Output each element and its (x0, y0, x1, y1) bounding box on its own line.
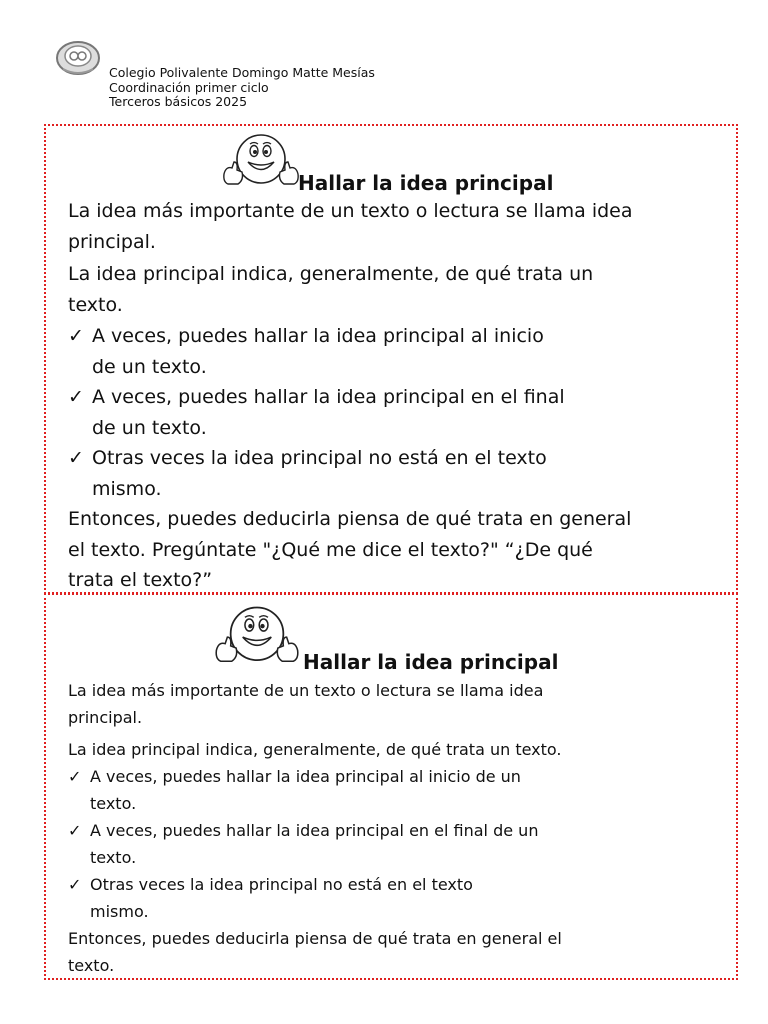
check-mark-icon: ✓ (68, 386, 84, 408)
explanation-paragraph (68, 259, 593, 320)
check-mark-icon: ✓ (68, 325, 84, 347)
text-line: mismo. (92, 477, 162, 500)
checklist-item (68, 872, 473, 925)
checklist-item (68, 764, 521, 817)
text-line: trata el texto?” (68, 569, 213, 591)
check-mark-icon: ✓ (68, 767, 82, 786)
conclusion-paragraph (68, 926, 562, 979)
text-line: texto. (68, 955, 115, 975)
text-line: La idea principal indica, generalmente, de qué trata un (68, 263, 594, 285)
coordination-label: Coordinación primer ciclo (109, 79, 269, 95)
checklist-item (68, 382, 565, 443)
grade-label: Terceros básicos 2025 (109, 94, 248, 109)
thumbs-up-smiley-icon (220, 132, 302, 190)
text-line: principal. (68, 230, 156, 253)
card-title: Hallar la idea principal (298, 171, 554, 195)
text-line: texto. (90, 847, 137, 867)
definition-paragraph (68, 678, 543, 731)
check-mark-icon: ✓ (68, 821, 82, 840)
info-card-large (44, 124, 738, 594)
card-title: Hallar la idea principal (303, 650, 559, 674)
checklist-item (68, 818, 538, 871)
check-mark-icon: ✓ (68, 447, 84, 469)
text-line: Otras veces la idea principal no está en el texto (92, 447, 547, 469)
text-line: A veces, puedes hallar la idea principal en el final (92, 386, 565, 408)
text-line: La idea más importante de un texto o lectura se llama idea (68, 200, 633, 222)
definition-paragraph (68, 196, 633, 257)
school-logo-icon (55, 39, 101, 77)
text-line: A veces, puedes hallar la idea principal al inicio (92, 325, 544, 347)
text-line: principal. (68, 707, 143, 727)
check-mark-icon: ✓ (68, 875, 82, 894)
text-line: La idea más importante de un texto o lectura se llama idea (68, 681, 544, 700)
checklist-item (68, 443, 547, 504)
text-line: de un texto. (92, 355, 207, 378)
text-line: A veces, puedes hallar la idea principal en el final de un (90, 821, 539, 840)
conclusion-paragraph (68, 504, 631, 596)
info-card-small (44, 593, 738, 980)
explanation-paragraph (68, 737, 562, 764)
text-line: A veces, puedes hallar la idea principal al inicio de un (90, 767, 521, 786)
checklist-item (68, 321, 544, 382)
text-line: Otras veces la idea principal no está en el texto (90, 875, 473, 894)
text-line: texto. (90, 793, 137, 813)
text-line: La idea principal indica, generalmente, de qué trata un texto. (68, 740, 562, 759)
text-line: el texto. Pregúntate "¿Qué me dice el texto?" “¿De qué (68, 538, 593, 561)
text-line: Entonces, puedes deducirla piensa de qué trata en general (68, 508, 632, 530)
thumbs-up-smiley-icon (212, 603, 302, 669)
text-line: texto. (68, 293, 123, 316)
text-line: Entonces, puedes deducirla piensa de qué trata en general el (68, 929, 562, 948)
text-line: de un texto. (92, 416, 207, 439)
school-header (109, 66, 375, 110)
school-name: Colegio Polivalente Domingo Matte Mesías (109, 65, 375, 80)
text-line: mismo. (90, 901, 149, 921)
